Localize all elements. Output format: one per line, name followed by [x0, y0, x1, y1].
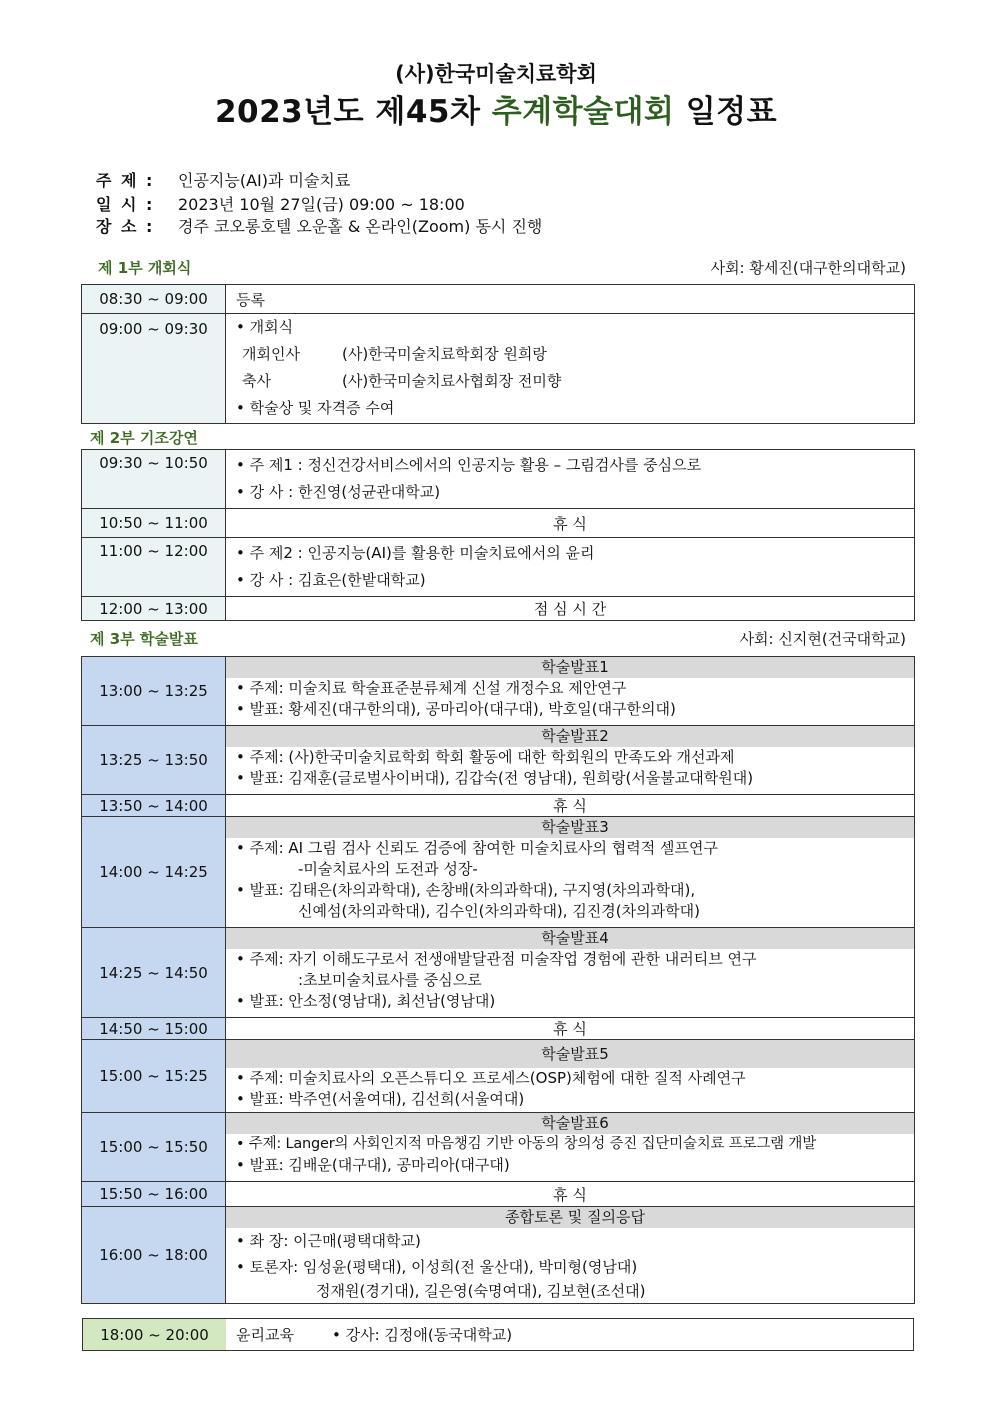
break-cell: 휴 식: [226, 795, 915, 817]
part3-mc: 사회: 신지현(건국대학교): [739, 630, 906, 648]
part1-title: 제 1부 개회식: [98, 259, 192, 277]
time-cell: 14:00 ~ 14:25: [82, 817, 226, 928]
session-cell: [226, 817, 915, 928]
line: • 발표: 김태은(차의과학대), 손창배(차의과학대), 구지영(차의과학대),: [236, 881, 696, 899]
session-header: 학술발표1: [226, 657, 914, 678]
time-cell: 09:30 ~ 10:50: [82, 450, 226, 509]
info-date: [96, 192, 465, 215]
table-row: [83, 1319, 914, 1351]
title-highlight: 추계학술대회: [491, 94, 675, 130]
line: • 좌 장: 이근매(평택대학교): [236, 1232, 421, 1250]
part2-table: [81, 449, 915, 621]
table-row: [82, 726, 915, 795]
theme-label: 주 제 :: [96, 171, 155, 190]
time-cell: 18:00 ~ 20:00: [83, 1319, 227, 1351]
session-cell: [226, 1040, 915, 1113]
session-cell: [226, 726, 915, 795]
table-row: [82, 928, 915, 1018]
line: • 발표: 박주연(서울여대), 김선희(서울여대): [236, 1090, 525, 1108]
line: • 강 사 : 김효은(한밭대학교): [236, 571, 426, 589]
page-title: [0, 86, 992, 131]
time-cell: 14:25 ~ 14:50: [82, 928, 226, 1018]
session-header: 학술발표4: [226, 928, 914, 949]
line: • 주제: 미술치료 학술표준분류체계 신설 개정수요 제안연구: [236, 679, 627, 697]
table-row: [82, 1018, 915, 1040]
event-cell: [226, 538, 915, 597]
place-value: 경주 코오롱호텔 오운홀 & 온라인(Zoom) 동시 진행: [178, 217, 543, 236]
date-value: 2023년 10월 27일(금) 09:00 ~ 18:00: [178, 195, 465, 214]
table-row: [82, 509, 915, 538]
table-row: [82, 1207, 915, 1304]
line: 정재원(경기대), 길은영(숙명여대), 김보현(조선대): [316, 1282, 646, 1300]
session-cell: [226, 1207, 915, 1304]
person: (사)한국미술치료학회장 원희랑: [342, 345, 547, 363]
info-theme: [96, 168, 350, 191]
line: [226, 341, 914, 368]
ethics-cell: [226, 1319, 914, 1351]
event-cell: [226, 314, 915, 424]
table-row: [82, 1113, 915, 1182]
table-row: [82, 1182, 915, 1207]
title-suffix: 일정표: [674, 94, 778, 130]
table-row: [82, 538, 915, 597]
line: • 주제: Langer의 사회인지적 마음챙김 기반 아동의 창의성 증진 집단미술치료 프로그램 개발: [236, 1136, 817, 1152]
table-row: [82, 450, 915, 509]
time-cell: 13:50 ~ 14:00: [82, 795, 226, 817]
session-header: 학술발표2: [226, 726, 914, 747]
part1-table: [81, 284, 915, 424]
table-row: [82, 597, 915, 621]
break-cell: 휴 식: [226, 1018, 915, 1040]
theme-value: 인공지능(AI)과 미술치료: [178, 171, 351, 190]
line: • 발표: 김재훈(글로벌사이버대), 김갑숙(전 영남대), 원희랑(서울불교대학원대): [236, 769, 754, 787]
time-cell: 14:50 ~ 15:00: [82, 1018, 226, 1040]
line: • 발표: 안소정(영남대), 최선남(영남대): [236, 992, 496, 1010]
session-header: 학술발표6: [226, 1113, 914, 1134]
table-row: [82, 285, 915, 314]
time-cell: 12:00 ~ 13:00: [82, 597, 226, 621]
line: • 강 사 : 한진영(성균관대학교): [236, 483, 441, 501]
part2-title: 제 2부 기조강연: [90, 429, 198, 447]
line: -미술치료사의 도전과 성장-: [298, 860, 478, 878]
session-header: 학술발표3: [226, 817, 914, 838]
time-cell: 10:50 ~ 11:00: [82, 509, 226, 538]
info-place: [96, 214, 542, 237]
table-row: [82, 657, 915, 726]
line: • 발표: 김배운(대구대), 공마리아(대구대): [236, 1156, 510, 1174]
date-label: 일 시 :: [96, 195, 155, 214]
org-name: (사)한국미술치료학회: [395, 62, 597, 86]
place-label: 장 소 :: [96, 217, 155, 236]
line: • 주제: 미술치료사의 오픈스튜디오 프로세스(OSP)체험에 대한 질적 사례연구: [236, 1069, 746, 1087]
time-cell: 15:50 ~ 16:00: [82, 1182, 226, 1207]
session-cell: [226, 928, 915, 1018]
title-prefix: 2023년도 제45차: [214, 94, 492, 130]
table-row: [82, 314, 915, 424]
table-row: [82, 1040, 915, 1113]
session-cell: [226, 1113, 915, 1182]
session-cell: [226, 657, 915, 726]
line: • 학술상 및 자격증 수여: [236, 399, 395, 417]
break-cell: 휴 식: [226, 1182, 915, 1207]
session-header: 학술발표5: [226, 1040, 914, 1068]
line: • 개회식: [236, 318, 294, 336]
time-cell: 11:00 ~ 12:00: [82, 538, 226, 597]
ethics-label: 윤리교육: [236, 1326, 294, 1344]
time-cell: 15:00 ~ 15:50: [82, 1113, 226, 1182]
time-cell: 08:30 ~ 09:00: [82, 285, 226, 314]
ethics-table: [82, 1318, 914, 1351]
time-cell: 09:00 ~ 09:30: [82, 314, 226, 424]
table-row: [82, 795, 915, 817]
person: (사)한국미술치료사협회장 전미향: [342, 372, 562, 390]
line: • 주제: AI 그림 검사 신뢰도 검증에 참여한 미술치료사의 협력적 셀프연구: [236, 839, 718, 857]
event-cell: 등록: [226, 285, 915, 314]
table-row: [82, 817, 915, 928]
line: [226, 368, 914, 395]
line: :초보미술치료사를 중심으로: [298, 971, 482, 989]
line: • 주제: 자기 이해도구로서 전생애발달관점 미술작업 경험에 관한 내러티브 연구: [236, 950, 757, 968]
time-cell: 16:00 ~ 18:00: [82, 1207, 226, 1304]
time-cell: 13:25 ~ 13:50: [82, 726, 226, 795]
part1-mc: 사회: 황세진(대구한의대학교): [710, 259, 906, 277]
ethics-speaker: • 강사: 김정애(동국대학교): [332, 1326, 513, 1344]
role: 개회인사: [242, 345, 300, 363]
role: 축사: [242, 372, 271, 390]
session-header: 종합토론 및 질의응답: [226, 1207, 914, 1228]
line: • 주 제2 : 인공지능(AI)를 활용한 미술치료에서의 윤리: [236, 544, 595, 562]
lunch-cell: 점 심 시 간: [226, 597, 915, 621]
time-cell: 15:00 ~ 15:25: [82, 1040, 226, 1113]
part3-title: 제 3부 학술발표: [90, 630, 198, 648]
line: • 주 제1 : 정신건강서비스에서의 인공지능 활용 – 그림검사를 중심으로: [236, 456, 702, 474]
event-cell: [226, 450, 915, 509]
break-cell: 휴 식: [226, 509, 915, 538]
line: • 발표: 황세진(대구한의대), 공마리아(대구대), 박호일(대구한의대): [236, 700, 676, 718]
line: • 주제: (사)한국미술치료학회 학회 활동에 대한 학회원의 만족도와 개선과제: [236, 748, 735, 766]
line: 신예섬(차의과학대), 김수인(차의과학대), 김진경(차의과학대): [298, 902, 700, 920]
time-cell: 13:00 ~ 13:25: [82, 657, 226, 726]
part3-table: [81, 656, 915, 1304]
line: • 토론자: 임성윤(평택대), 이성희(전 울산대), 박미형(영남대): [236, 1258, 638, 1276]
